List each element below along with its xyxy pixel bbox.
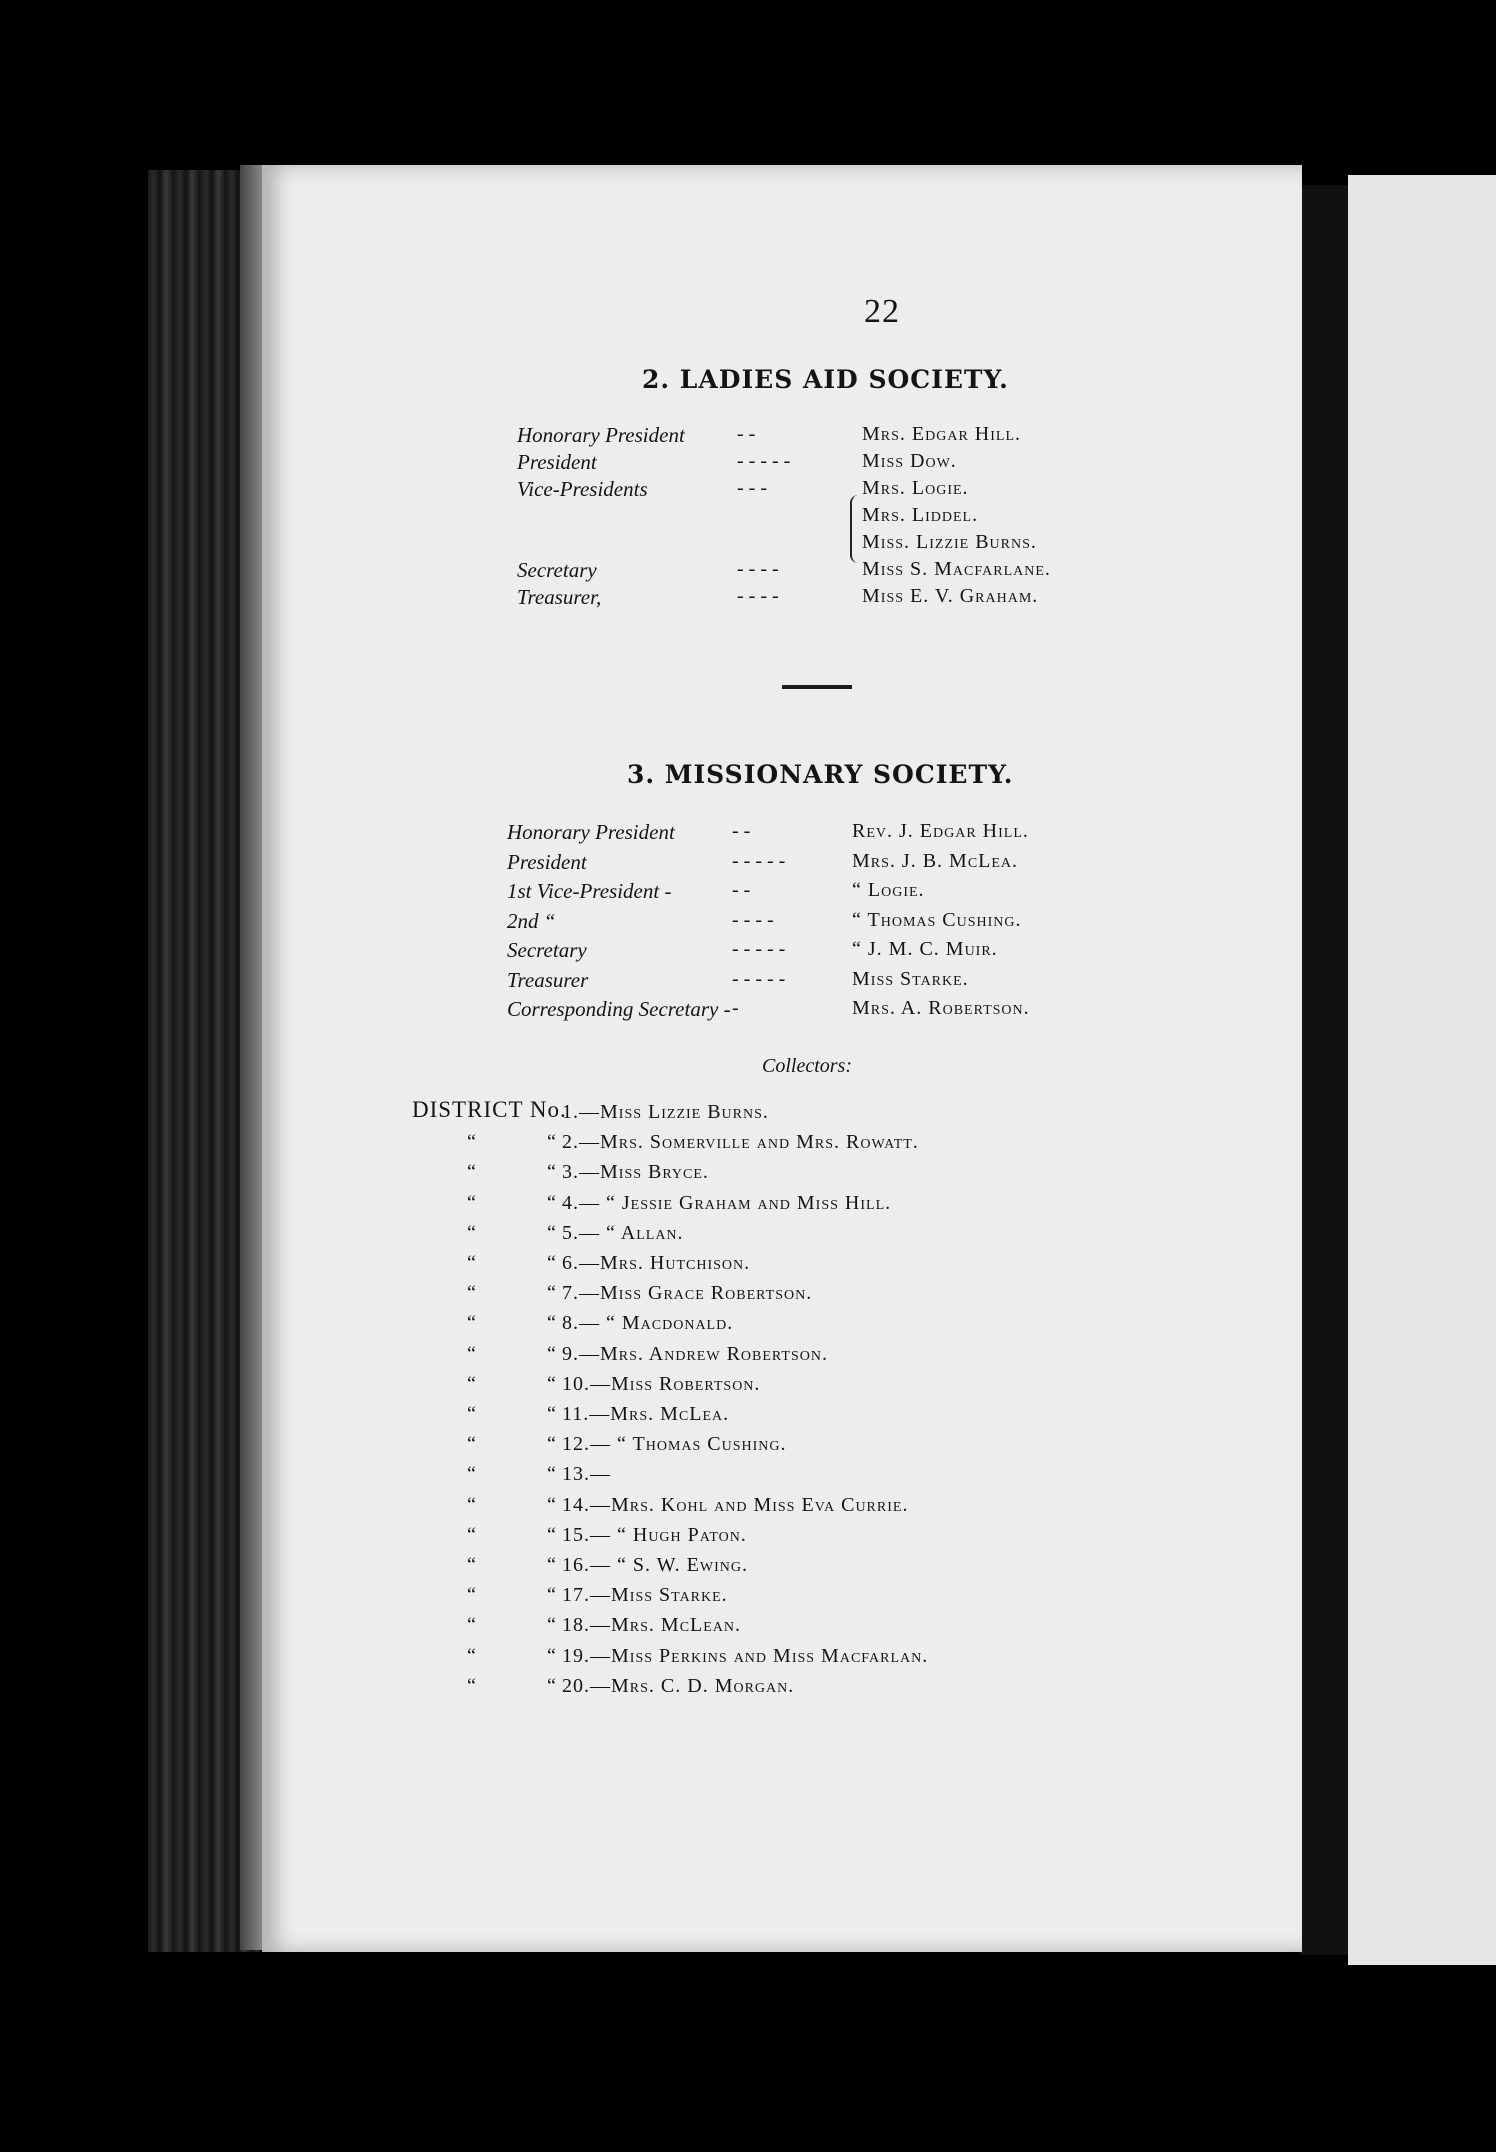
- ditto-mark: “: [547, 1312, 556, 1335]
- officer-name: Miss E. V. Graham.: [862, 585, 1039, 607]
- officer-name: Miss Dow.: [862, 450, 957, 472]
- ditto-mark: “: [547, 1131, 556, 1154]
- ditto-mark: “: [547, 1191, 556, 1214]
- district-entry: 2.—Mrs. Somerville and Mrs. Rowatt.: [562, 1131, 919, 1154]
- leader-dashes: - - - - -: [737, 450, 791, 472]
- district-row: [262, 1222, 1262, 1252]
- district-row: [262, 1433, 1262, 1463]
- ditto-mark: “: [547, 1372, 556, 1395]
- district-row: [262, 1343, 1262, 1373]
- ditto-mark: “: [547, 1463, 556, 1486]
- officer-role: 2nd “: [507, 908, 556, 933]
- ditto-mark: “: [547, 1644, 556, 1667]
- collectors-label: Collectors:: [762, 1055, 852, 1077]
- officer-name: Mrs. Liddel.: [862, 504, 979, 526]
- leader-dashes: -: [732, 997, 739, 1019]
- officer-name: Mrs. J. B. McLea.: [852, 849, 1019, 872]
- ditto-mark: “: [547, 1614, 556, 1637]
- ditto-mark: “: [467, 1282, 476, 1305]
- district-row: [262, 1645, 1262, 1675]
- district-row: [262, 1282, 1262, 1312]
- ditto-mark: “: [467, 1584, 476, 1607]
- leader-dashes: - - - -: [737, 585, 779, 607]
- document-page: [262, 165, 1302, 1952]
- officer-name: “ Thomas Cushing.: [852, 908, 1022, 931]
- leader-dashes: - - - - -: [732, 938, 786, 960]
- ditto-mark: “: [467, 1523, 476, 1546]
- officer-name: Mrs. A. Robertson.: [852, 997, 1030, 1019]
- ditto-mark: “: [547, 1554, 556, 1576]
- ditto-mark: “: [547, 1252, 556, 1274]
- page-edge-strip: [1300, 185, 1348, 1955]
- district-row: [262, 1614, 1262, 1644]
- officer-role: Secretary: [507, 938, 587, 962]
- ditto-mark: “: [547, 1433, 556, 1456]
- vice-presidents-brace: [850, 495, 862, 563]
- district-row: [262, 1524, 1262, 1554]
- ditto-mark: “: [467, 1312, 476, 1335]
- ditto-mark: “: [547, 1403, 556, 1425]
- section-divider: [782, 685, 852, 689]
- leader-dashes: - -: [732, 879, 751, 901]
- ditto-mark: “: [547, 1221, 556, 1244]
- district-entry: 19.—Miss Perkins and Miss Macfarlan.: [562, 1644, 929, 1667]
- district-entry: 18.—Mrs. McLean.: [562, 1614, 742, 1637]
- district-row: [262, 1494, 1262, 1524]
- ditto-mark: “: [467, 1644, 476, 1667]
- officer-name: “ J. M. C. Muir.: [852, 938, 998, 960]
- district-row: [262, 1101, 1262, 1131]
- officer-role: President: [507, 849, 587, 874]
- district-entry: 14.—Mrs. Kohl and Miss Eva Currie.: [562, 1493, 909, 1516]
- page-number: 22: [864, 293, 900, 330]
- district-label: DISTRICT No.: [412, 1097, 567, 1122]
- ditto-mark: “: [467, 1554, 476, 1576]
- ditto-mark: “: [467, 1403, 476, 1425]
- district-entry: 20.—Mrs. C. D. Morgan.: [562, 1674, 795, 1697]
- officer-name: Rev. J. Edgar Hill.: [852, 820, 1029, 842]
- leader-dashes: - -: [732, 820, 751, 842]
- district-entry: 6.—Mrs. Hutchison.: [562, 1252, 751, 1274]
- district-entry: 9.—Mrs. Andrew Robertson.: [562, 1342, 828, 1365]
- district-row: [262, 1675, 1262, 1705]
- officer-name: Miss. Lizzie Burns.: [862, 531, 1037, 553]
- district-row: [262, 1161, 1262, 1191]
- leader-dashes: - -: [737, 423, 756, 445]
- leader-dashes: - - - - -: [732, 849, 786, 872]
- leader-dashes: - - -: [737, 477, 767, 499]
- officer-role: President: [517, 450, 597, 474]
- district-entry: 11.—Mrs. McLea.: [562, 1403, 730, 1425]
- district-entry: 5.— “ Allan.: [562, 1221, 684, 1244]
- district-row: [262, 1192, 1262, 1222]
- ditto-mark: “: [467, 1161, 476, 1184]
- officer-name: Miss S. Macfarlane.: [862, 558, 1051, 580]
- officer-role: Treasurer: [507, 967, 589, 992]
- officer-role: Honorary President: [507, 820, 675, 844]
- ditto-mark: “: [547, 1493, 556, 1516]
- ditto-mark: “: [547, 1674, 556, 1697]
- officer-name: Mrs. Logie.: [862, 477, 969, 499]
- ditto-mark: “: [467, 1191, 476, 1214]
- officer-name: “ Logie.: [852, 879, 925, 901]
- district-row: [262, 1131, 1262, 1161]
- district-entry: 1.—Miss Lizzie Burns.: [562, 1101, 769, 1123]
- officer-role: 1st Vice-President -: [507, 879, 672, 903]
- district-entry: 17.—Miss Starke.: [562, 1584, 728, 1607]
- leader-dashes: - - - - -: [732, 967, 786, 990]
- district-entry: 15.— “ Hugh Paton.: [562, 1523, 747, 1546]
- ditto-mark: “: [467, 1372, 476, 1395]
- ditto-mark: “: [467, 1131, 476, 1154]
- ditto-mark: “: [467, 1221, 476, 1244]
- ditto-mark: “: [467, 1614, 476, 1637]
- officer-role: Secretary: [517, 558, 597, 582]
- district-entry: 10.—Miss Robertson.: [562, 1372, 761, 1395]
- ditto-mark: “: [467, 1674, 476, 1697]
- officer-role: Corresponding Secretary -: [507, 997, 731, 1021]
- district-entry: 12.— “ Thomas Cushing.: [562, 1433, 787, 1456]
- district-entry: 13.—: [562, 1463, 611, 1486]
- ditto-mark: “: [467, 1342, 476, 1365]
- ditto-mark: “: [547, 1282, 556, 1305]
- officer-name: Mrs. Edgar Hill.: [862, 423, 1022, 445]
- ditto-mark: “: [547, 1342, 556, 1365]
- district-row: [262, 1312, 1262, 1342]
- officer-name: Miss Starke.: [852, 967, 969, 990]
- leader-dashes: - - - -: [737, 558, 779, 580]
- district-row: [262, 1584, 1262, 1614]
- district-entry: 3.—Miss Bryce.: [562, 1161, 709, 1184]
- ditto-mark: “: [547, 1161, 556, 1184]
- district-row: [262, 1373, 1262, 1403]
- district-entry: 4.— “ Jessie Graham and Miss Hill.: [562, 1191, 892, 1214]
- officer-role: Vice-Presidents: [517, 477, 648, 501]
- district-row: [262, 1252, 1262, 1282]
- facing-page: [1348, 175, 1496, 1965]
- district-row: [262, 1554, 1262, 1584]
- officer-role: Honorary President: [517, 423, 685, 447]
- ditto-mark: “: [547, 1584, 556, 1607]
- ditto-mark: “: [467, 1252, 476, 1274]
- district-row: [262, 1403, 1262, 1433]
- leader-dashes: - - - -: [732, 908, 774, 931]
- district-entry: 16.— “ S. W. Ewing.: [562, 1554, 748, 1576]
- ditto-mark: “: [467, 1433, 476, 1456]
- district-row: [262, 1463, 1262, 1493]
- missionary-heading: 3. MISSIONARY SOCIETY.: [627, 760, 1014, 789]
- ditto-mark: “: [547, 1523, 556, 1546]
- ditto-mark: “: [467, 1463, 476, 1486]
- ditto-mark: “: [467, 1493, 476, 1516]
- district-entry: 8.— “ Macdonald.: [562, 1312, 734, 1335]
- officer-role: Treasurer,: [517, 585, 602, 609]
- ladies-aid-heading: 2. LADIES AID SOCIETY.: [642, 365, 1009, 394]
- district-entry: 7.—Miss Grace Robertson.: [562, 1282, 813, 1305]
